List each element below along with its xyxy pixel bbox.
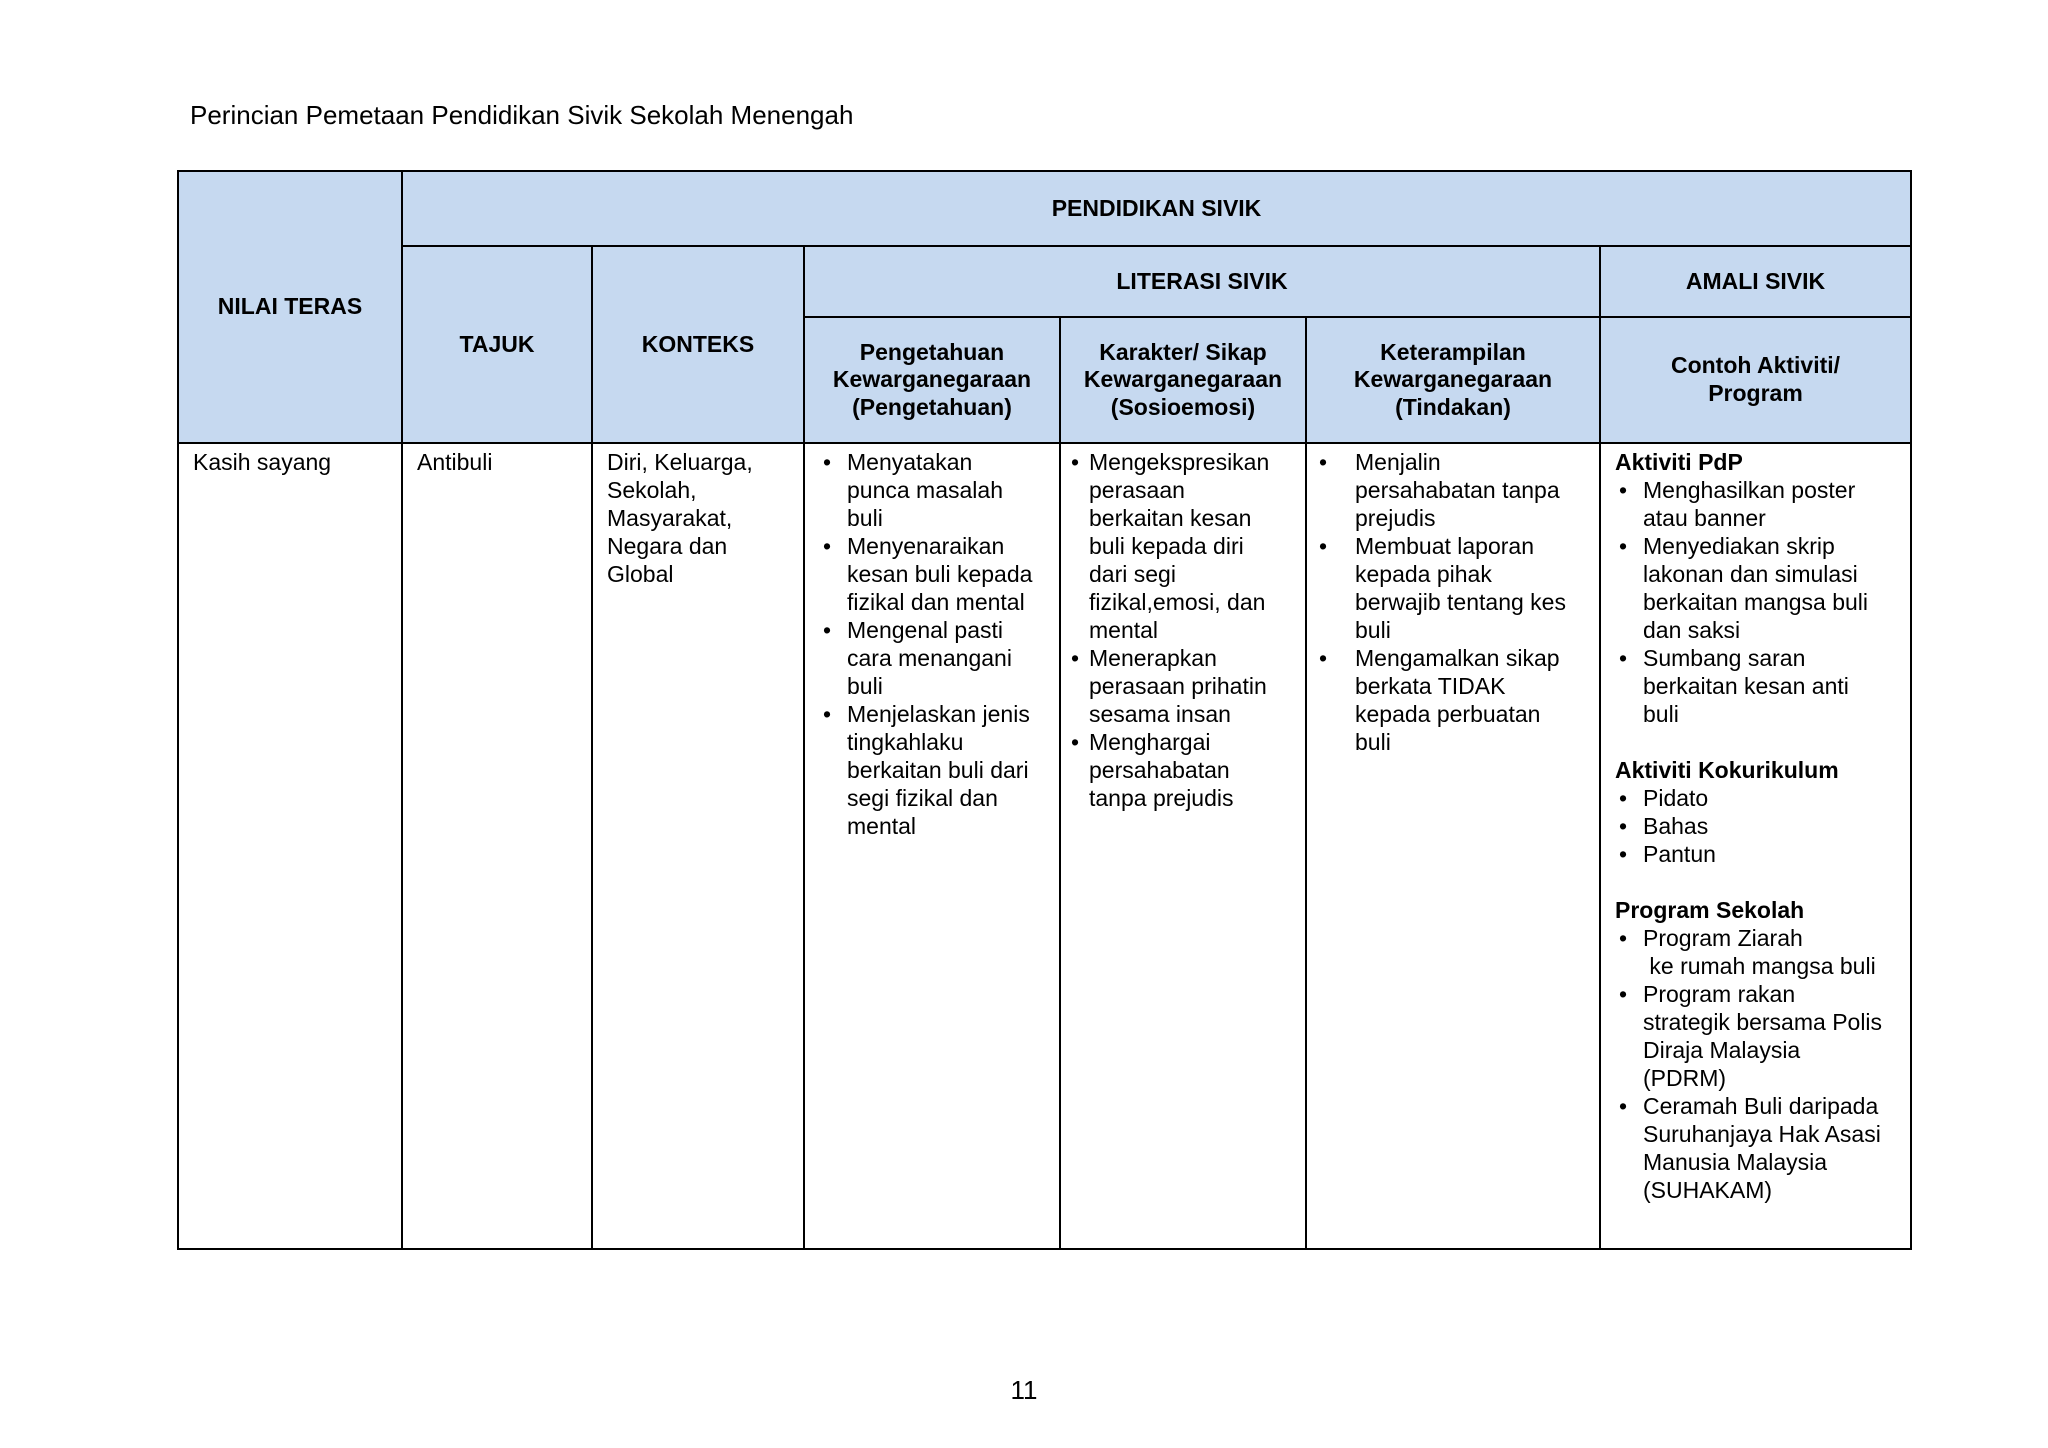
list-item-line: • Menyatakan — [847, 449, 973, 475]
list-item-line: buli — [847, 673, 883, 699]
header-keterampilan-line: (Tindakan) — [1395, 393, 1511, 420]
list-item — [1315, 448, 1591, 532]
pdp-heading: Aktiviti PdP — [1615, 449, 1743, 475]
list-item-line: perasaan prihatin — [1089, 673, 1267, 699]
list-item-line: buli — [1643, 701, 1679, 727]
list-item-line: buli — [1355, 617, 1391, 643]
list-item-line: • Menjelaskan jenis — [847, 701, 1030, 727]
list-item-line: fizikal,emosi, dan — [1089, 589, 1266, 615]
header-karakter-line: Kewarganegaraan — [1083, 366, 1283, 393]
list-item-line: berkata TIDAK — [1355, 673, 1506, 699]
list-item-line: buli kepada diri — [1089, 533, 1244, 559]
tajuk-value: Antibuli — [417, 449, 493, 475]
konteks-line: Negara dan — [607, 533, 728, 559]
pdp-list — [1615, 476, 1902, 728]
header-konteks: KONTEKS — [592, 246, 804, 443]
list-item-line: • Menghasilkan poster — [1643, 477, 1856, 503]
list-item-line: • Mengenal pasti — [847, 617, 1003, 643]
list-item-line: segi fizikal dan — [847, 785, 998, 811]
cell-contoh — [1600, 443, 1911, 1249]
kokurikulum-heading: Aktiviti Kokurikulum — [1615, 757, 1839, 783]
header-contoh-line: Program — [1708, 380, 1803, 406]
list-item — [1071, 728, 1297, 812]
header-pendidikan-sivik: PENDIDIKAN SIVIK — [402, 171, 1911, 246]
header-karakter — [1060, 317, 1306, 443]
list-item-line: atau banner — [1643, 505, 1766, 531]
list-item-line: tanpa prejudis — [1089, 785, 1234, 811]
cell-pengetahuan — [804, 443, 1060, 1249]
list-item-line: prejudis — [1355, 505, 1436, 531]
program-sekolah-list — [1615, 924, 1902, 1204]
cell-keterampilan — [1306, 443, 1600, 1249]
list-item-line: (SUHAKAM) — [1643, 1177, 1773, 1203]
program-sekolah-heading: Program Sekolah — [1615, 897, 1805, 923]
list-item — [819, 532, 1051, 616]
list-item-line: berkaitan buli dari — [847, 757, 1029, 783]
list-item-line: • Mengekspresikan — [1089, 449, 1270, 475]
list-item-line: Manusia Malaysia — [1643, 1149, 1828, 1175]
list-item-line: sesama insan — [1089, 701, 1231, 727]
list-item-line: kepada pihak — [1355, 561, 1492, 587]
list-item — [1615, 924, 1902, 980]
list-item: • Pantun — [1615, 840, 1902, 868]
page-number: 11 — [1010, 1375, 1038, 1405]
list-item-line: dari segi — [1089, 561, 1176, 587]
list-item-line: buli — [1355, 729, 1391, 755]
header-karakter-line: (Sosioemosi) — [1110, 393, 1256, 420]
cell-konteks — [592, 443, 804, 1249]
list-item — [1615, 532, 1902, 644]
list-item-line: • Menerapkan — [1089, 645, 1217, 671]
header-nilai-teras: NILAI TERAS — [178, 171, 402, 443]
list-item-line: strategik bersama Polis — [1643, 1009, 1883, 1035]
list-item-line: • Menyediakan skrip — [1643, 533, 1835, 559]
list-item — [1615, 644, 1902, 728]
list-item — [1315, 532, 1591, 644]
konteks-line: Diri, Keluarga, — [607, 449, 753, 475]
header-literasi-sivik: LITERASI SIVIK — [804, 246, 1600, 317]
list-item-line: • Membuat laporan — [1355, 533, 1534, 559]
header-pengetahuan-line: (Pengetahuan) — [852, 393, 1012, 420]
header-keterampilan-line: Keterampilan — [1380, 338, 1526, 365]
list-item — [1315, 644, 1591, 756]
kokurikulum-list — [1615, 784, 1902, 868]
list-item-line: berwajib tentang kes — [1355, 589, 1566, 615]
list-item-line: kepada perbuatan — [1355, 701, 1541, 727]
list-item — [1615, 980, 1902, 1092]
list-item: • Pidato — [1615, 784, 1902, 812]
list-item-line: • Program rakan — [1643, 981, 1796, 1007]
cell-karakter — [1060, 443, 1306, 1249]
list-item-line: fizikal dan mental — [847, 589, 1025, 615]
header-contoh — [1600, 317, 1911, 443]
page-title: Perincian Pemetaan Pendidikan Sivik Sekolah Menengah — [190, 100, 854, 130]
list-item: • Bahas — [1615, 812, 1902, 840]
list-item — [819, 700, 1051, 840]
list-item-line: buli — [847, 505, 883, 531]
mapping-table — [177, 170, 1912, 1250]
list-item-line: Diraja Malaysia — [1643, 1037, 1801, 1063]
pengetahuan-list — [819, 448, 1051, 840]
list-item-line: (PDRM) — [1643, 1065, 1727, 1091]
list-item-line: perasaan — [1089, 477, 1185, 503]
karakter-list — [1071, 448, 1297, 812]
konteks-value — [593, 444, 803, 600]
list-item — [1615, 476, 1902, 532]
list-item-line: berkaitan mangsa buli — [1643, 589, 1869, 615]
header-pengetahuan-line: Pengetahuan — [859, 338, 1005, 365]
list-item-line: • Program Ziarah — [1643, 925, 1803, 951]
header-pengetahuan — [804, 317, 1060, 443]
list-item-line: ke rumah mangsa buli — [1643, 953, 1876, 979]
header-pengetahuan-line: Kewarganegaraan — [832, 366, 1032, 393]
list-item-line: • Menyenaraikan — [847, 533, 1005, 559]
header-amali-sivik: AMALI SIVIK — [1600, 246, 1911, 317]
list-item-line: tingkahlaku — [847, 729, 964, 755]
list-item-line: persahabatan tanpa — [1355, 477, 1560, 503]
list-item-line: mental — [847, 813, 917, 839]
list-item-line: punca masalah — [847, 477, 1003, 503]
list-item-line: persahabatan — [1089, 757, 1230, 783]
header-keterampilan-line: Kewarganegaraan — [1353, 366, 1553, 393]
list-item-line: • Mengamalkan sikap — [1355, 645, 1560, 671]
konteks-line: Global — [607, 561, 674, 587]
list-item-line: • Ceramah Buli daripada — [1643, 1093, 1879, 1119]
list-item-line: Suruhanjaya Hak Asasi — [1643, 1121, 1881, 1147]
header-keterampilan — [1306, 317, 1600, 443]
list-item — [1615, 1092, 1902, 1204]
list-item — [1071, 448, 1297, 644]
list-item-line: kesan buli kepada — [847, 561, 1033, 587]
cell-nilai-teras — [178, 443, 402, 1249]
list-item-line: mental — [1089, 617, 1159, 643]
list-item-line: lakonan dan simulasi — [1643, 561, 1858, 587]
list-item — [819, 448, 1051, 532]
list-item-line: cara menangani — [847, 645, 1012, 671]
konteks-line: Masyarakat, — [607, 505, 733, 531]
list-item-line: • Menjalin — [1355, 449, 1441, 475]
list-item-line: berkaitan kesan anti — [1643, 673, 1849, 699]
header-contoh-line: Contoh Aktiviti/ — [1670, 352, 1841, 379]
header-tajuk: TAJUK — [402, 246, 592, 443]
list-item-line: • Sumbang saran — [1643, 645, 1806, 671]
keterampilan-list — [1315, 448, 1591, 756]
list-item — [819, 616, 1051, 700]
header-karakter-line: Karakter/ Sikap — [1099, 338, 1267, 365]
nilai-teras-value: Kasih sayang — [193, 449, 332, 475]
list-item — [1071, 644, 1297, 728]
cell-tajuk — [402, 443, 592, 1249]
list-item-line: • Menghargai — [1089, 729, 1211, 755]
konteks-line: Sekolah, — [607, 477, 697, 503]
list-item-line: dan saksi — [1643, 617, 1741, 643]
list-item-line: berkaitan kesan — [1089, 505, 1252, 531]
